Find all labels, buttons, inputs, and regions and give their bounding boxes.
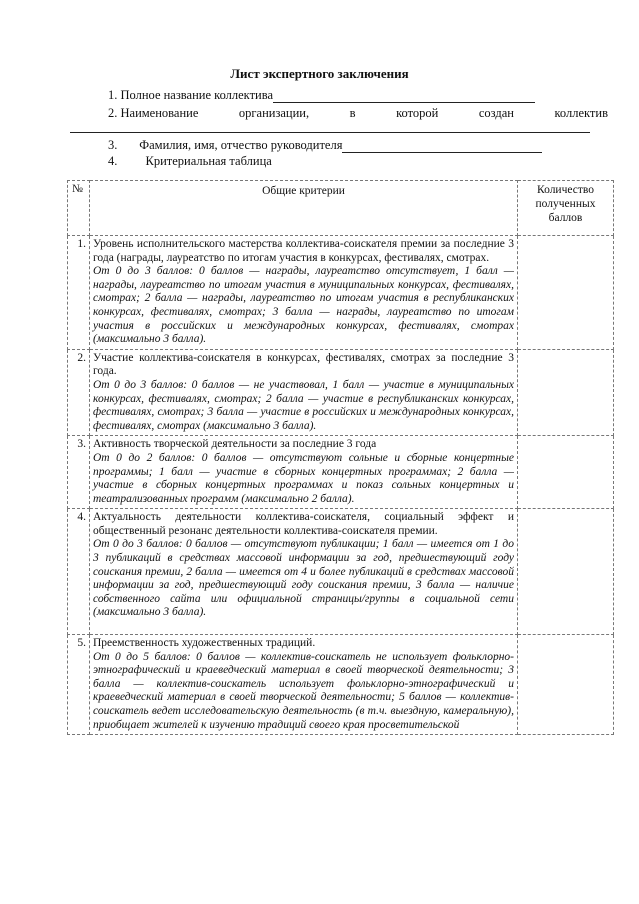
field-leader-name (108, 138, 542, 153)
criterion-description: От 0 до 3 баллов: 0 баллов — не участвовал, 1 балл — участие в муниципальных конкурсах, фестивалях, смотрах; 2 балла — участие в республиканских конкурсах, фестивалях, смотрах; 3 балла — участие в российских и международных конкурсах, фестивалях, смотрах (максимально 3 балла). (93, 378, 514, 432)
field-label-word: создан (478, 106, 514, 120)
criterion-cell (90, 436, 518, 509)
table-header-row (68, 181, 614, 236)
field-label: Фамилия, имя, отчество руководителя (139, 138, 343, 152)
criterion-title: Участие коллектива-соискателя в конкурсах, фестивалях, смотрах за последние 3 года. (93, 351, 514, 378)
field-label: Критериальная таблица (145, 154, 272, 168)
field-number: 2. (108, 106, 118, 120)
collective-name-blank[interactable] (273, 102, 535, 103)
field-label-word: организации, (238, 106, 310, 120)
field-number: 3. (108, 138, 118, 152)
header-score: Количество полученных баллов (518, 181, 614, 236)
field-label-word: коллектив (554, 106, 608, 120)
score-cell[interactable] (518, 236, 614, 350)
field-label-word: в (349, 106, 356, 120)
criterion-description: От 0 до 3 баллов: 0 баллов — отсутствуют публикации; 1 балл — имеется от 1 до 3 публикаций в средствах массовой информации за год, предшествующий году соискания премии, 2 балла — имеется от 4 и более публикаций в средствах массовой информации за год, предшествующий году соискания премии, 3 балла — наличие собственного сайта или официальной страницы/группы в социальной сети (максимально 3 балла). (93, 538, 514, 619)
table-row (68, 349, 614, 436)
field-collective-name (108, 88, 535, 103)
row-number: 5. (68, 635, 90, 735)
table-row (68, 236, 614, 350)
field-organization (108, 106, 608, 121)
criterion-cell (90, 236, 518, 350)
criterion-title: Актуальность деятельности коллектива-соискателя, социальный эффект и общественный резонанс деятельности коллектива-соискателя премии. (93, 511, 514, 537)
criterion-title: Преемственность художественных традиций. (93, 637, 316, 650)
criterion-description: От 0 до 2 баллов: 0 баллов — отсутствуют сольные и сборные концертные программы; 1 балл — участие в сборных концертных программах; 2 балла — участие в сборных концертных программах и показ сольных концертных и театрализованных программ (максимально 2 балла). (93, 451, 514, 505)
row-number: 3. (68, 436, 90, 509)
criterion-cell (90, 635, 518, 735)
score-cell[interactable] (518, 509, 614, 635)
score-cell[interactable] (518, 436, 614, 509)
field-number: 1. (108, 88, 118, 102)
criterion-description: От 0 до 5 баллов: 0 баллов — коллектив-соискатель не использует фольклорно-этнографический и краеведческий материал в своей творческой деятельности; 3 балла — коллектив-соискатель использует фольклорно-этнографический и краеведческий материал в своей творческой деятельности; 5 баллов — коллектив-соискатель ведет исследовательскую деятельность (в т.ч. выездную, камеральную), приобщает жителей к изучению традиций своего края просветительской (93, 650, 514, 731)
criterion-title: Уровень исполнительского мастерства коллектива-соискателя премии за последние 3 года (награды, лауреатство по итогам участия в конкурсах, фестивалях, смотрах. (93, 238, 514, 264)
table-row (68, 509, 614, 635)
criteria-table (67, 180, 614, 735)
header-criteria: Общие критерии (90, 181, 518, 236)
criterion-cell (90, 509, 518, 635)
row-number: 2. (68, 349, 90, 436)
row-number: 1. (68, 236, 90, 350)
field-number: 4. (108, 154, 118, 168)
field-criteria-table (108, 154, 272, 169)
organization-blank[interactable] (70, 132, 590, 133)
score-cell[interactable] (518, 635, 614, 735)
criterion-description: От 0 до 3 баллов: 0 баллов — награды, лауреатство отсутствует, 1 балл — награды, лауреатство по итогам участия в муниципальных конкурсах, фестивалях, смотрах; 2 балла — награды, лауреатство по итогам участия в республиканских конкурсах, фестивалях, смотрах; 3 балла — награды, лауреатство по итогам участия в российских и международных конкурсах, фестивалях, смотрах (максимально 3 балла). (93, 265, 514, 346)
row-number: 4. (68, 509, 90, 635)
field-label-word: Наименование (120, 106, 199, 120)
leader-name-blank[interactable] (342, 152, 542, 153)
field-label-word: которой (396, 106, 439, 120)
score-cell[interactable] (518, 349, 614, 436)
header-num: № (68, 181, 90, 236)
document-title: Лист экспертного заключения (230, 66, 409, 81)
table-row (68, 635, 614, 735)
criterion-cell (90, 349, 518, 436)
criterion-title: Активность творческой деятельности за последние 3 года (93, 438, 377, 451)
field-label: Полное название коллектива (120, 88, 274, 102)
table-row (68, 436, 614, 509)
